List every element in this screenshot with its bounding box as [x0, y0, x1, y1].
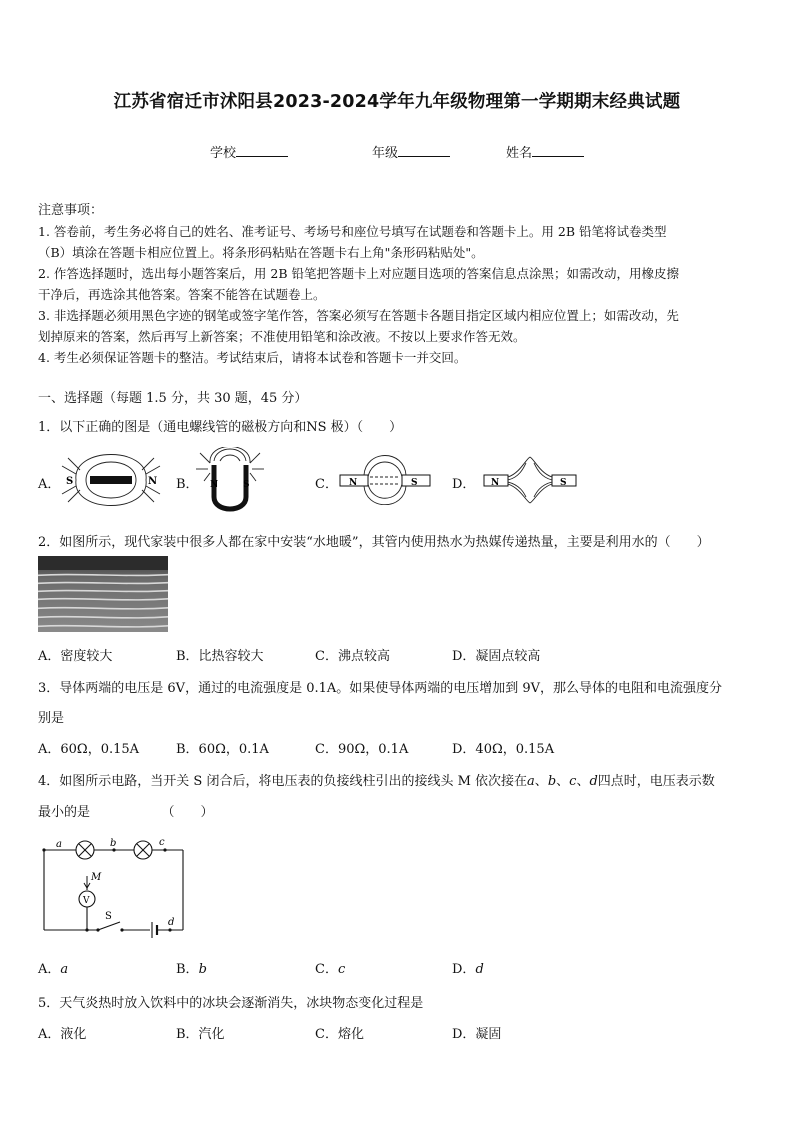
notes-line: 2. 作答选择题时，选出每小题答案后，用 2B 铅笔把答题卡上对应题目选项的答案信息点涂黑；如需改动，用橡皮擦: [38, 266, 679, 281]
q4-option-b[interactable]: [176, 958, 207, 977]
q4-option-a-letter: a: [60, 962, 69, 977]
q1-option-c[interactable]: C．: [315, 477, 338, 492]
q4-option-d-prefix: D．: [452, 962, 476, 977]
voltmeter-label: V: [83, 896, 90, 906]
exam-title: 江苏省宿迁市沭阳县2023-2024学年九年级物理第一学期期末经典试题: [113, 92, 681, 112]
q4-option-a[interactable]: [38, 958, 68, 977]
q5-option-a[interactable]: A．液化: [38, 1027, 87, 1042]
q2-option-a[interactable]: A．密度较大: [38, 649, 113, 664]
q4-option-c[interactable]: [315, 958, 345, 977]
q1-figure-b: [196, 447, 276, 515]
q1-option-d[interactable]: D．: [452, 477, 476, 492]
grade-label: 年级: [372, 146, 399, 161]
q1-stem: 1．以下正确的图是（通电螺线管的磁极方向和NS 极）（ ）: [38, 420, 403, 435]
q4-stem-line1: 4．如图所示电路，当开关 S 闭合后，将电压表的负接线柱引出的接线头 M 依次接在a、b、c、d四点时，电压表示数: [38, 774, 715, 789]
school-blank[interactable]: [236, 144, 288, 157]
circuit-label-a: a: [56, 839, 62, 850]
notes-block: [38, 200, 760, 368]
q1a-n-label: N: [148, 476, 158, 487]
q1-figure-a: [58, 452, 164, 508]
notes-line: 1. 答卷前，考生务必将自己的姓名、准考证号、考场号和座位号填写在试题卷和答题卡上。用 2B 铅笔将试卷类型: [38, 224, 667, 239]
name-blank[interactable]: [532, 144, 584, 157]
name-field: [506, 142, 584, 161]
q4-option-b-prefix: B．: [176, 962, 199, 977]
q1-option-a[interactable]: A．: [38, 477, 61, 492]
school-field: [210, 142, 288, 161]
q4-stem-text-b: 四点时，电压表示数: [597, 774, 715, 789]
notes-heading: 注意事项：: [38, 203, 104, 218]
q1b-n-label: N: [210, 480, 219, 490]
q3-option-d[interactable]: D．40Ω，0.15A: [452, 742, 555, 757]
notes-line: 划掉原来的答案，然后再写上新答案；不准使用铅笔和涂改液。不按以上要求作答无效。: [38, 329, 526, 344]
q4-point-b: b: [547, 774, 557, 789]
circuit-label-m: M: [91, 872, 102, 883]
q1c-s-label: S: [411, 478, 418, 488]
q1-figure-c: [336, 455, 432, 505]
q3-option-c[interactable]: C．90Ω，0.1A: [315, 742, 409, 757]
section-heading: 一、选择题（每题 1.5 分，共 30 题，45 分）: [38, 391, 308, 406]
notes-line: 4. 考生必须保证答题卡的整洁。考试结束后，请将本试卷和答题卡一并交回。: [38, 350, 467, 365]
grade-blank[interactable]: [398, 144, 450, 157]
notes-line: 干净后，再选涂其他答案。答案不能答在试题卷上。: [38, 287, 326, 302]
q2-option-b[interactable]: B．比热容较大: [176, 649, 264, 664]
q4-stem-line2: 最小的是 （ ）: [38, 805, 214, 820]
q5-option-c[interactable]: C．熔化: [315, 1027, 364, 1042]
grade-field: [372, 142, 450, 161]
q4-option-a-prefix: A．: [38, 962, 61, 977]
q1-figure-d: [480, 455, 580, 505]
q5-option-d[interactable]: D．凝固: [452, 1027, 502, 1042]
q1a-s-label: S: [66, 476, 74, 487]
q5-option-b[interactable]: B．汽化: [176, 1027, 225, 1042]
q2-option-c[interactable]: C．沸点较高: [315, 649, 390, 664]
q3-stem-line2: 别是: [38, 711, 65, 726]
q4-point-d: d: [589, 774, 598, 789]
q1-option-b[interactable]: B．: [176, 477, 199, 492]
notes-line: （B）填涂在答题卡相应位置上。将条形码粘贴在答题卡右上角"条形码粘贴处"。: [38, 245, 484, 260]
q4-point-a: a: [527, 774, 535, 789]
q2-option-d[interactable]: D．凝固点较高: [452, 649, 541, 664]
switch-label: S: [105, 911, 112, 922]
q5-stem: 5．天气炎热时放入饮料中的冰块会逐渐消失，冰块物态变化过程是: [38, 996, 424, 1011]
q4-point-c: c: [569, 774, 577, 789]
q1d-s-label: S: [560, 478, 567, 488]
q1c-n-label: N: [349, 478, 358, 488]
q4-option-d-letter: d: [475, 962, 484, 977]
circuit-label-c: c: [159, 837, 165, 848]
q4-circuit-diagram: [40, 836, 190, 942]
school-label: 学校: [210, 146, 237, 161]
q1d-n-label: N: [491, 478, 500, 488]
q3-option-a[interactable]: A．60Ω，0.15A: [38, 742, 140, 757]
name-label: 姓名: [506, 146, 533, 161]
q2-floor-heating-photo: [38, 556, 168, 632]
q1b-s-label: S: [243, 480, 250, 490]
q4-option-d[interactable]: [452, 958, 484, 977]
circuit-label-b: b: [110, 838, 117, 849]
q4-stem-text-a: 4．如图所示电路，当开关 S 闭合后，将电压表的负接线柱引出的接线头 M 依次接在: [38, 774, 528, 789]
q4-option-c-letter: c: [337, 962, 346, 977]
q2-stem: 2．如图所示，现代家装中很多人都在家中安装“水地暖”，其管内使用热水为热媒传递热量，主要是利用水的（ ）: [38, 535, 710, 550]
q4-option-c-prefix: C．: [315, 962, 338, 977]
q4-option-b-letter: b: [198, 962, 207, 977]
q3-stem-line1: 3．导体两端的电压是 6V，通过的电流强度是 0.1A。如果使导体两端的电压增加到 9V，那么导体的电阻和电流强度分: [38, 681, 723, 696]
circuit-label-d: d: [168, 917, 175, 928]
notes-line: 3. 非选择题必须用黑色字迹的钢笔或签字笔作答，答案必须写在答题卡各题目指定区域内相应位置上；如需改动，先: [38, 308, 679, 323]
q3-option-b[interactable]: B．60Ω，0.1A: [176, 742, 269, 757]
